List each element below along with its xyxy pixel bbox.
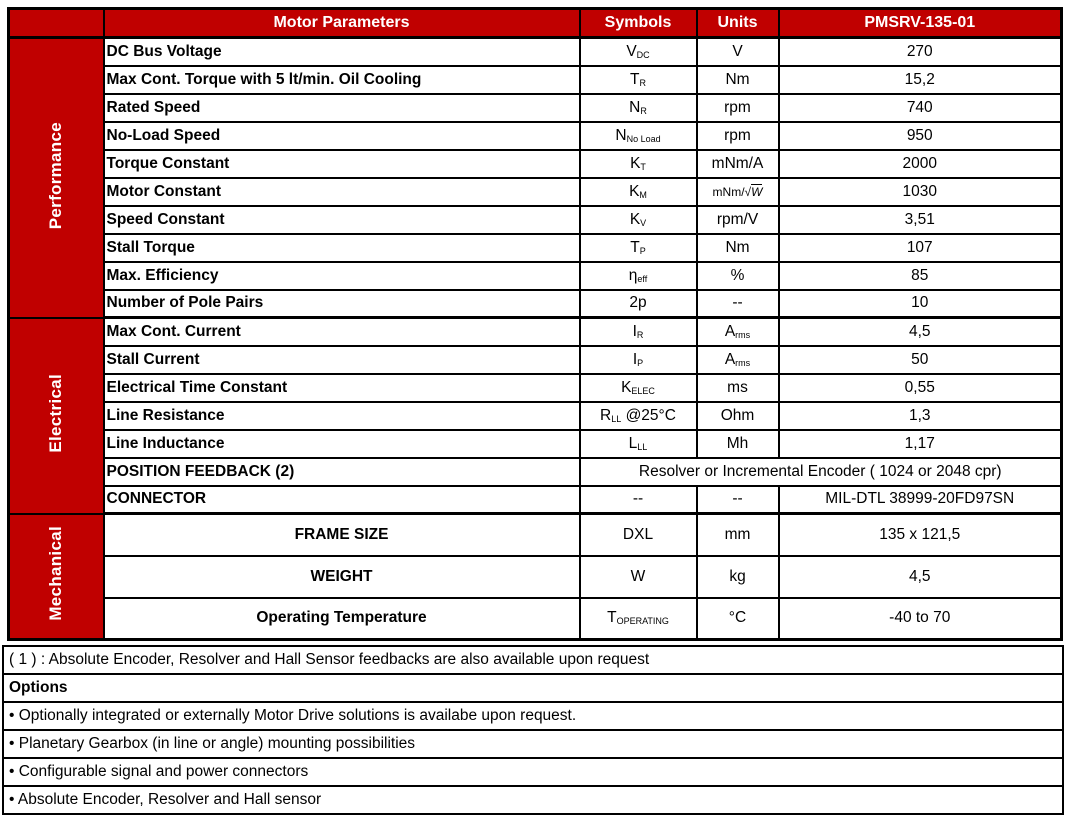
symbol-sub: No Load [626, 133, 661, 144]
section-label-text: Performance [46, 121, 66, 229]
unit-cell [697, 66, 779, 94]
section-label-mechanical [9, 514, 104, 640]
symbol-base: K [629, 182, 640, 200]
symbol-base: V [626, 42, 637, 60]
feedback-value-cell: Resolver or Incremental Encoder ( 1024 or 2048 cpr) [580, 458, 1062, 486]
value-cell: 950 [779, 122, 1062, 150]
table-row [9, 556, 1062, 598]
unit-text: -- [732, 490, 743, 508]
param-cell: Operating Temperature [104, 598, 580, 640]
param-cell: Stall Current [104, 346, 580, 374]
symbol-base: K [630, 154, 641, 172]
symbol-base: W [630, 567, 646, 585]
unit-text: -- [732, 294, 743, 312]
symbol-base: T [607, 609, 617, 627]
unit-cell [697, 38, 779, 66]
header-units: Units [697, 9, 779, 38]
param-cell: CONNECTOR [104, 486, 580, 514]
unit-text: A [724, 322, 736, 340]
header-symbols: Symbols [580, 9, 697, 38]
table-row [9, 598, 1062, 640]
motor-parameters-table [7, 7, 1063, 641]
symbol-sub: OPERATING [616, 616, 669, 627]
unit-text: Ohm [720, 406, 755, 424]
symbol-base: I [632, 322, 637, 340]
value-cell: 4,5 [779, 318, 1062, 346]
table-row [9, 290, 1062, 318]
symbol-cell [580, 262, 697, 290]
symbol-base: L [628, 434, 638, 452]
param-cell: DC Bus Voltage [104, 38, 580, 66]
unit-text: rpm [724, 126, 751, 144]
value-cell: 50 [779, 346, 1062, 374]
unit-text: Nm [725, 238, 750, 256]
value-cell: 15,2 [779, 66, 1062, 94]
unit-cell [697, 262, 779, 290]
section-label-text: Mechanical [46, 526, 66, 622]
unit-cell [697, 514, 779, 556]
symbol-sub: LL [637, 441, 648, 452]
symbol-sub: DC [636, 49, 650, 60]
option-row: • Planetary Gearbox (in line or angle) mounting possibilities [2, 729, 1064, 759]
unit-text: mm [724, 525, 751, 543]
symbol-sub: ELEC [631, 385, 655, 396]
param-cell: Stall Torque [104, 234, 580, 262]
param-cell: Speed Constant [104, 206, 580, 234]
symbol-sub: LL [611, 413, 622, 424]
symbol-cell [580, 486, 697, 514]
table-row [9, 346, 1062, 374]
unit-cell [697, 556, 779, 598]
symbol-cell [580, 234, 697, 262]
header-model: PMSRV-135-01 [779, 9, 1062, 38]
symbol-sub: M [639, 189, 647, 200]
unit-text: rpm [724, 98, 751, 116]
unit-cell [697, 486, 779, 514]
unit-cell [697, 290, 779, 318]
table-row [9, 178, 1062, 206]
symbol-base: N [629, 98, 641, 116]
table-row [9, 150, 1062, 178]
option-row: • Optionally integrated or externally Motor Drive solutions is availabe upon request. [2, 701, 1064, 731]
value-cell: 2000 [779, 150, 1062, 178]
symbol-base: N [615, 126, 627, 144]
section-label-performance [9, 38, 104, 318]
table-row [9, 122, 1062, 150]
value-cell: 1,3 [779, 402, 1062, 430]
unit-cell [697, 234, 779, 262]
value-cell: 1030 [779, 178, 1062, 206]
symbol-base: R [600, 406, 612, 424]
symbol-base: 2p [629, 294, 647, 312]
symbol-sub: P [639, 245, 646, 256]
symbol-suffix: @25°C [621, 406, 676, 424]
table-row [9, 514, 1062, 556]
header-parameters: Motor Parameters [104, 9, 580, 38]
unit-text: Mh [726, 434, 749, 452]
symbol-base: K [621, 378, 632, 396]
unit-cell [697, 206, 779, 234]
symbol-cell [580, 402, 697, 430]
param-cell: Line Resistance [104, 402, 580, 430]
symbol-sub: V [640, 217, 647, 228]
symbol-cell [580, 122, 697, 150]
symbol-base: DXL [622, 525, 654, 543]
option-row: • Configurable signal and power connectors [2, 757, 1064, 787]
unit-sub: rms [735, 357, 751, 368]
symbol-base: T [630, 70, 640, 88]
symbol-cell [580, 374, 697, 402]
value-cell: 107 [779, 234, 1062, 262]
value-cell: 270 [779, 38, 1062, 66]
param-cell: Line Inductance [104, 430, 580, 458]
value-cell: 10 [779, 290, 1062, 318]
symbol-base: η [628, 266, 638, 284]
symbol-sub: eff [637, 273, 648, 284]
table-row [9, 430, 1062, 458]
param-cell: WEIGHT [104, 556, 580, 598]
header-row [9, 9, 1062, 38]
symbol-base: I [632, 350, 638, 368]
symbol-cell [580, 556, 697, 598]
unit-cell [697, 318, 779, 346]
symbol-sub: R [639, 77, 646, 88]
value-cell: 4,5 [779, 556, 1062, 598]
param-cell: Max Cont. Current [104, 318, 580, 346]
section-label-text: Electrical [46, 373, 66, 453]
footnote-row: ( 1 ) : Absolute Encoder, Resolver and Hall Sensor feedbacks are also available upon request [2, 645, 1064, 675]
unit-text: mNm/√ [712, 184, 752, 199]
unit-cell [697, 122, 779, 150]
table-row [9, 206, 1062, 234]
unit-cell [697, 374, 779, 402]
symbol-cell [580, 290, 697, 318]
param-cell: No-Load Speed [104, 122, 580, 150]
param-cell: Motor Constant [104, 178, 580, 206]
symbol-cell [580, 318, 697, 346]
symbol-cell [580, 178, 697, 206]
unit-cell [697, 430, 779, 458]
value-cell: 3,51 [779, 206, 1062, 234]
unit-root-symbol: W [751, 184, 763, 199]
value-cell: 85 [779, 262, 1062, 290]
symbol-cell [580, 598, 697, 640]
unit-text: °C [728, 609, 747, 627]
unit-text: ms [727, 378, 748, 396]
symbol-cell [580, 346, 697, 374]
param-cell: FRAME SIZE [104, 514, 580, 556]
symbol-base: -- [632, 490, 644, 508]
unit-cell [697, 598, 779, 640]
unit-sub: rms [735, 329, 751, 340]
symbol-base: T [630, 238, 640, 256]
unit-text: mNm/A [711, 154, 764, 172]
table-row [9, 374, 1062, 402]
table-row [9, 94, 1062, 122]
table-row [9, 318, 1062, 346]
param-cell: Torque Constant [104, 150, 580, 178]
unit-cell [697, 346, 779, 374]
param-cell: Electrical Time Constant [104, 374, 580, 402]
section-label-electrical [9, 318, 104, 514]
symbol-sub: R [640, 105, 647, 116]
option-row: • Absolute Encoder, Resolver and Hall sensor [2, 785, 1064, 815]
param-cell: POSITION FEEDBACK (2) [104, 458, 580, 486]
table-row [9, 458, 1062, 486]
value-cell: 135 x 121,5 [779, 514, 1062, 556]
unit-cell [697, 150, 779, 178]
unit-cell [697, 402, 779, 430]
footer-notes [2, 645, 1064, 815]
corner-cell [9, 9, 104, 38]
table-row [9, 38, 1062, 66]
unit-text: rpm/V [716, 210, 759, 228]
symbol-cell [580, 38, 697, 66]
symbol-sub: T [640, 161, 646, 172]
unit-text: kg [729, 567, 746, 585]
table-row [9, 262, 1062, 290]
symbol-cell [580, 430, 697, 458]
unit-cell [697, 94, 779, 122]
value-cell: MIL-DTL 38999-20FD97SN [779, 486, 1062, 514]
options-header-row: Options [2, 673, 1064, 703]
table-row [9, 486, 1062, 514]
param-cell: Max. Efficiency [104, 262, 580, 290]
table-row [9, 402, 1062, 430]
unit-text: A [724, 350, 736, 368]
value-cell: 740 [779, 94, 1062, 122]
symbol-cell [580, 514, 697, 556]
table-row [9, 66, 1062, 94]
unit-text: % [730, 266, 745, 284]
param-cell: Max Cont. Torque with 5 lt/min. Oil Cooling [104, 66, 580, 94]
param-cell: Number of Pole Pairs [104, 290, 580, 318]
unit-text: V [732, 42, 743, 60]
symbol-cell [580, 206, 697, 234]
symbol-sub: R [636, 329, 644, 340]
symbol-cell [580, 150, 697, 178]
symbol-cell [580, 94, 697, 122]
value-cell: 0,55 [779, 374, 1062, 402]
param-cell: Rated Speed [104, 94, 580, 122]
unit-text: Nm [725, 70, 750, 88]
unit-cell [697, 178, 779, 206]
value-cell: -40 to 70 [779, 598, 1062, 640]
symbol-base: K [629, 210, 641, 228]
table-row [9, 234, 1062, 262]
value-cell: 1,17 [779, 430, 1062, 458]
symbol-sub: P [637, 357, 644, 368]
symbol-cell [580, 66, 697, 94]
